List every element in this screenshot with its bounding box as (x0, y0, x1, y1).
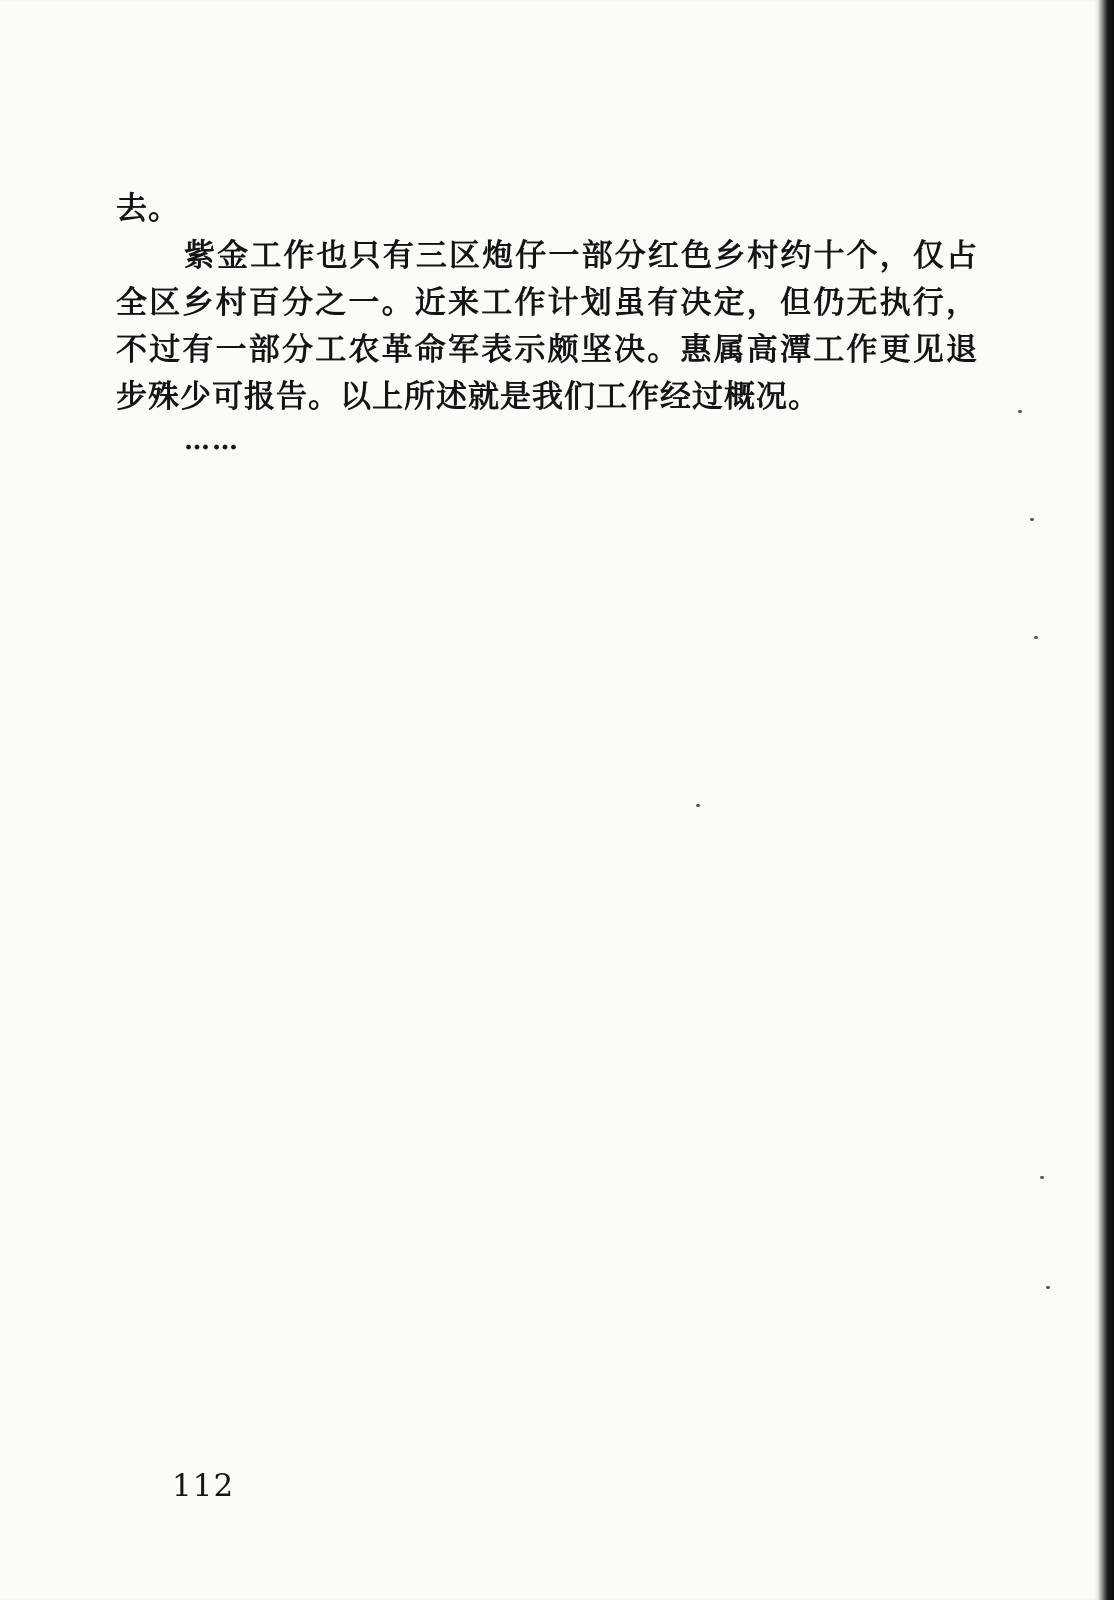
scan-speck (696, 804, 700, 807)
scan-edge (1098, 0, 1114, 1600)
page-number: 112 (172, 1468, 235, 1504)
paragraph-continuation: 去。 (116, 191, 180, 227)
scan-speck (1030, 518, 1034, 521)
ellipsis: …… (184, 426, 240, 456)
scan-speck (1040, 1176, 1044, 1179)
scan-speck (1046, 1286, 1050, 1289)
body-text (116, 186, 978, 461)
scan-speck (1034, 636, 1038, 639)
scan-speck (1018, 410, 1022, 413)
paragraph: 紫金工作也只有三区炮仔一部分红色乡村约十个，仅占全区乡村百分之一。近来工作计划虽有决定，但仍无执行，不过有一部分工农革命军表示颇坚决。惠属高潭工作更见退步殊少可报告。以上所述就是我们工作经过概况。 (116, 238, 978, 415)
